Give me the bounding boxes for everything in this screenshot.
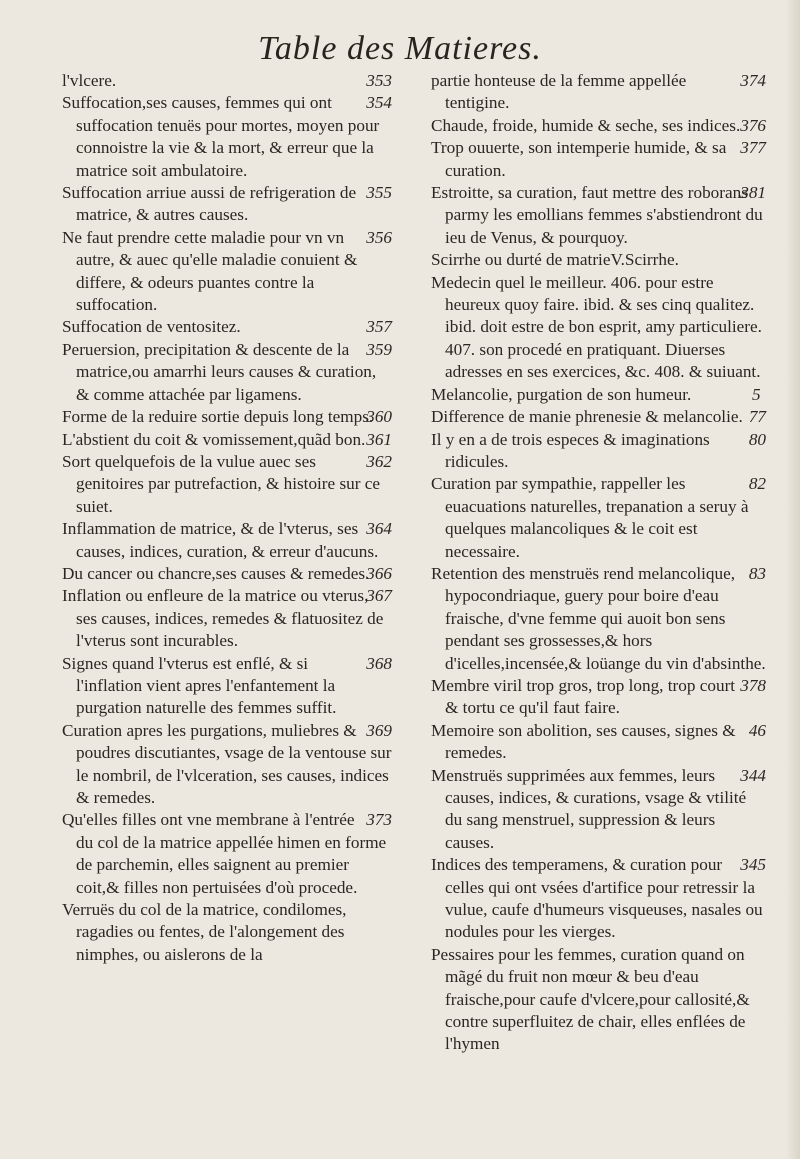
index-entry-text: Scirrhe ou durté de matrieV.Scirrhe. — [431, 250, 679, 270]
index-entry-text: Du cancer ou chancre,ses causes & remedes. — [62, 563, 370, 583]
index-entry-text: Memoire son abolition, ses causes, signes & remedes. — [431, 720, 736, 763]
index-entry-page: 364 — [366, 519, 392, 539]
index-entry-page: 345 — [740, 855, 766, 875]
index-entry — [431, 182, 766, 249]
index-entry-text: Menstruës supprimées aux femmes, leurs causes, indices, & curations, vsage & vtilité du sang menstruel, suppression & leurs causes. — [431, 765, 747, 852]
index-entry — [62, 451, 392, 518]
index-entry — [62, 70, 392, 92]
index-entry-page: 373 — [366, 810, 392, 830]
index-entry-text: Inflammation de matrice, & de l'vterus, ses causes, indices, curation, & erreur d'aucuns. — [62, 519, 379, 561]
index-entry-text: Verruës du col de la matrice, condilomes, ragadies ou fentes, de l'alongement des nimphes, ou aislerons de la — [62, 900, 347, 964]
index-entry-text: Pessaires pour les femmes, curation quand on mãgé du fruit non mœur & beu d'eau fraische,pour caufe d'vlcere,pour callosité,& contre superfluitez de chair, elles enflées de l'hymen — [431, 944, 750, 1054]
index-entry-page: 82 — [748, 474, 766, 494]
index-entry — [62, 809, 392, 899]
index-entry — [62, 899, 392, 966]
index-entry — [62, 182, 392, 227]
index-entry — [62, 585, 392, 652]
index-entry-text: Medecin quel le meilleur. 406. pour estre heureux quoy faire. ibid. & ses cinq qualitez. ibid. doit estre de bon esprit, amy particuliere. 407. son procedé en pratiquant. Diuerses adresses en ses exercices, &c. 408. & suiuant. — [431, 272, 762, 382]
index-entry — [431, 675, 766, 720]
running-head: Table des Matieres. — [258, 30, 542, 67]
index-entry-text: Il y en a de trois especes & imaginations ridicules. — [431, 429, 710, 471]
index-entry-text: Estroitte, sa curation, faut mettre des roborans parmy les emollians femmes s'abstiendront du ieu de Venus, & pourquoy. — [431, 183, 763, 247]
index-entry — [431, 765, 766, 855]
index-entry-text: Trop ouuerte, son intemperie humide, & sa curation. — [431, 138, 727, 180]
index-entry — [62, 316, 392, 338]
index-entry-text: Membre viril trop gros, trop long, trop court & tortu ce qu'il faut faire. — [431, 675, 736, 718]
index-entry — [431, 720, 766, 765]
index-entry-page: 356 — [366, 227, 392, 247]
index-entry — [431, 70, 766, 115]
index-entry-text: Indices des temperamens, & curation pour celles qui ont vsées d'artifice pour retressir la vulue, caufe d'humeurs visqueuses, nasales ou nodules pour les vierges. — [431, 855, 763, 942]
index-entry — [431, 406, 766, 428]
index-entry — [62, 563, 392, 585]
index-entry-text: Suffocation de ventositez. — [62, 317, 241, 337]
index-entry — [431, 563, 766, 675]
index-entry-page: 355 — [366, 183, 392, 203]
index-entry-page: 377 — [740, 138, 766, 158]
index-entry-page: 353 — [366, 71, 392, 90]
index-entry-text: Chaude, froide, humide & seche, ses indices. — [431, 115, 741, 135]
index-entry — [431, 854, 766, 944]
index-entry-page: 362 — [366, 451, 392, 471]
index-entry-page: 369 — [366, 720, 392, 740]
index-entry — [62, 339, 392, 406]
index-entry — [431, 473, 766, 563]
index-entry-page: 5 — [752, 384, 761, 404]
index-entry-text: l'vlcere. — [62, 71, 117, 90]
index-entry-page: 381 — [740, 183, 766, 203]
page-edge — [786, 0, 800, 1159]
index-entry-text: Melancolie, purgation de son humeur. — [431, 384, 692, 404]
index-entry-text: Retention des menstruës rend melancolique, hypocondriaque, guery pour boire d'eau fraische, d'vne femme qui auoit bon sens pendant ses grossesses,& hors d'icelles,incensée,& loüange du vin d'absinthe. — [431, 563, 766, 673]
index-entry — [62, 429, 392, 451]
index-entry — [62, 720, 392, 810]
index-entry-text: Curation apres les purgations, muliebres & poudres discutiantes, vsage de la ventouse sur le nombril, de l'vlceration, ses causes, indices & remedes. — [62, 720, 392, 807]
index-entry-text: Curation par sympathie, rappeller les euacuations naturelles, trepanation a seruy à quelques malancoliques & le coit est necessaire. — [431, 474, 749, 561]
index-entry — [62, 518, 392, 563]
index-entry-page: 83 — [748, 563, 766, 583]
index-entry — [62, 406, 392, 428]
index-entry-text: Peruersion, precipitation & descente de la matrice,ou amarrhi leurs causes & curation, & comme attachée par ligamens. — [62, 339, 377, 404]
index-entry — [431, 137, 766, 182]
index-entry-page: 344 — [740, 765, 766, 785]
index-entry-page: 357 — [366, 317, 392, 337]
index-entry-text: L'abstient du coit & vomissement,quãd bon. — [62, 429, 366, 449]
index-entry-page: 80 — [748, 429, 766, 449]
index-entry-page: 77 — [748, 407, 766, 427]
index-entry — [62, 227, 392, 317]
index-entry — [62, 653, 392, 720]
index-entry-text: Suffocation arriue aussi de refrigeration de matrice, & autres causes. — [62, 183, 357, 225]
index-entry-text: Sort quelquefois de la vulue auec ses genitoires par putrefaction, & histoire sur ce suiet. — [62, 451, 381, 516]
index-entry-page: 378 — [740, 675, 766, 695]
index-entry-text: Qu'elles filles ont vne membrane à l'entrée du col de la matrice appellée himen en forme de parchemin, elles saignent au premier coit,& filles non pertuisées d'où procede. — [62, 810, 387, 897]
index-entry-page: 366 — [366, 563, 392, 583]
index-entry-text: Difference de manie phrenesie & melancolie. — [431, 407, 743, 427]
index-entry-text: Signes quand l'vterus est enflé, & si l'inflation vient apres l'enfantement la purgation naturelle des femmes suffit. — [62, 653, 337, 718]
index-entry — [431, 115, 766, 137]
index-entry-page: 376 — [740, 115, 766, 135]
index-entry-page: 359 — [366, 339, 392, 359]
index-column-left — [62, 70, 392, 966]
index-entry-page: 354 — [366, 93, 392, 113]
index-entry — [431, 429, 766, 474]
index-entry — [431, 944, 766, 1056]
index-entry-page: 374 — [740, 71, 766, 90]
index-entry-page: 368 — [366, 653, 392, 673]
index-entry-page: 361 — [366, 429, 392, 449]
index-entry-text: Inflation ou enfleure de la matrice ou vterus, ses causes, indices, remedes & flatuositez de l'vterus sont incurables. — [62, 586, 384, 651]
index-entry-text: Ne faut prendre cette maladie pour vn vn autre, & auec qu'elle maladie conuient & differe, & odeurs puantes contre la suffocation. — [62, 227, 358, 315]
index-column-right — [431, 70, 766, 1056]
index-entry-text: Forme de la reduire sortie depuis long temps. — [62, 407, 374, 427]
index-entry-page: 360 — [366, 407, 392, 427]
index-entry-page: 46 — [748, 720, 766, 740]
index-entry-page: 367 — [366, 586, 392, 606]
index-entry — [431, 384, 766, 406]
index-entry — [431, 249, 766, 271]
index-entry-text: Suffocation,ses causes, femmes qui ont suffocation tenuës pour mortes, moyen pour connoistre la vie & la mort, & erreur que la matrice soit ambulatoire. — [62, 93, 380, 180]
index-entry — [62, 92, 392, 182]
index-entry — [431, 272, 766, 384]
index-entry-text: partie honteuse de la femme appellée tentigine. — [431, 71, 687, 113]
